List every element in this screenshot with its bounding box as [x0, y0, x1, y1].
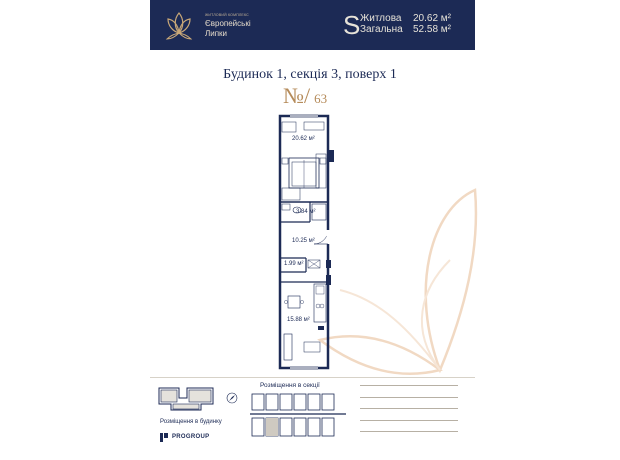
- header-banner: [150, 0, 475, 50]
- complex-type-label: ЖИТЛОВИЙ КОМПЛЕКС: [205, 13, 249, 17]
- apartment-location-title: Будинок 1, секція 3, поверх 1: [223, 67, 397, 82]
- apartment-number: [283, 83, 327, 109]
- progroup-logo-icon: [160, 433, 168, 442]
- note-line: [360, 397, 458, 398]
- room-area-2: 3.84 м²: [296, 209, 316, 215]
- apartment-number-prefix: №/: [283, 83, 311, 108]
- floor-plan: [270, 110, 350, 370]
- room-area-5: 15.88 м²: [287, 317, 310, 323]
- area-labels: [360, 13, 403, 35]
- room-area-3: 10.25 м²: [292, 238, 315, 244]
- room-area-1: 20.62 м²: [292, 136, 315, 142]
- total-area-value: 52.58 м²: [413, 24, 452, 35]
- area-symbol: S: [343, 10, 361, 40]
- complex-name-line1: Європейські: [205, 19, 251, 28]
- building-location-label: Розміщення в будинку: [160, 419, 222, 425]
- notes-lines: [360, 385, 458, 443]
- compass-icon: [226, 392, 238, 404]
- complex-name-line2: Липки: [205, 29, 228, 38]
- living-area-label: Житлова: [360, 13, 402, 24]
- living-area-value: 20.62 м²: [413, 13, 452, 24]
- area-values: [413, 13, 451, 35]
- note-line: [360, 385, 458, 386]
- section-location-diagram: [248, 390, 348, 440]
- section-location-label: Розміщення в секції: [260, 382, 320, 389]
- total-area-label: Загальна: [360, 24, 403, 35]
- note-line: [360, 408, 458, 409]
- note-line: [360, 420, 458, 421]
- note-line: [360, 431, 458, 432]
- linden-leaf-logo-icon: [164, 9, 194, 43]
- apartment-number-value: 63: [314, 91, 328, 106]
- complex-name: [205, 19, 251, 39]
- room-area-4: 1.99 м²: [284, 261, 304, 267]
- bottom-divider: [150, 377, 475, 378]
- developer-name: PROGROUP: [172, 434, 210, 440]
- building-location-diagram: [157, 384, 217, 414]
